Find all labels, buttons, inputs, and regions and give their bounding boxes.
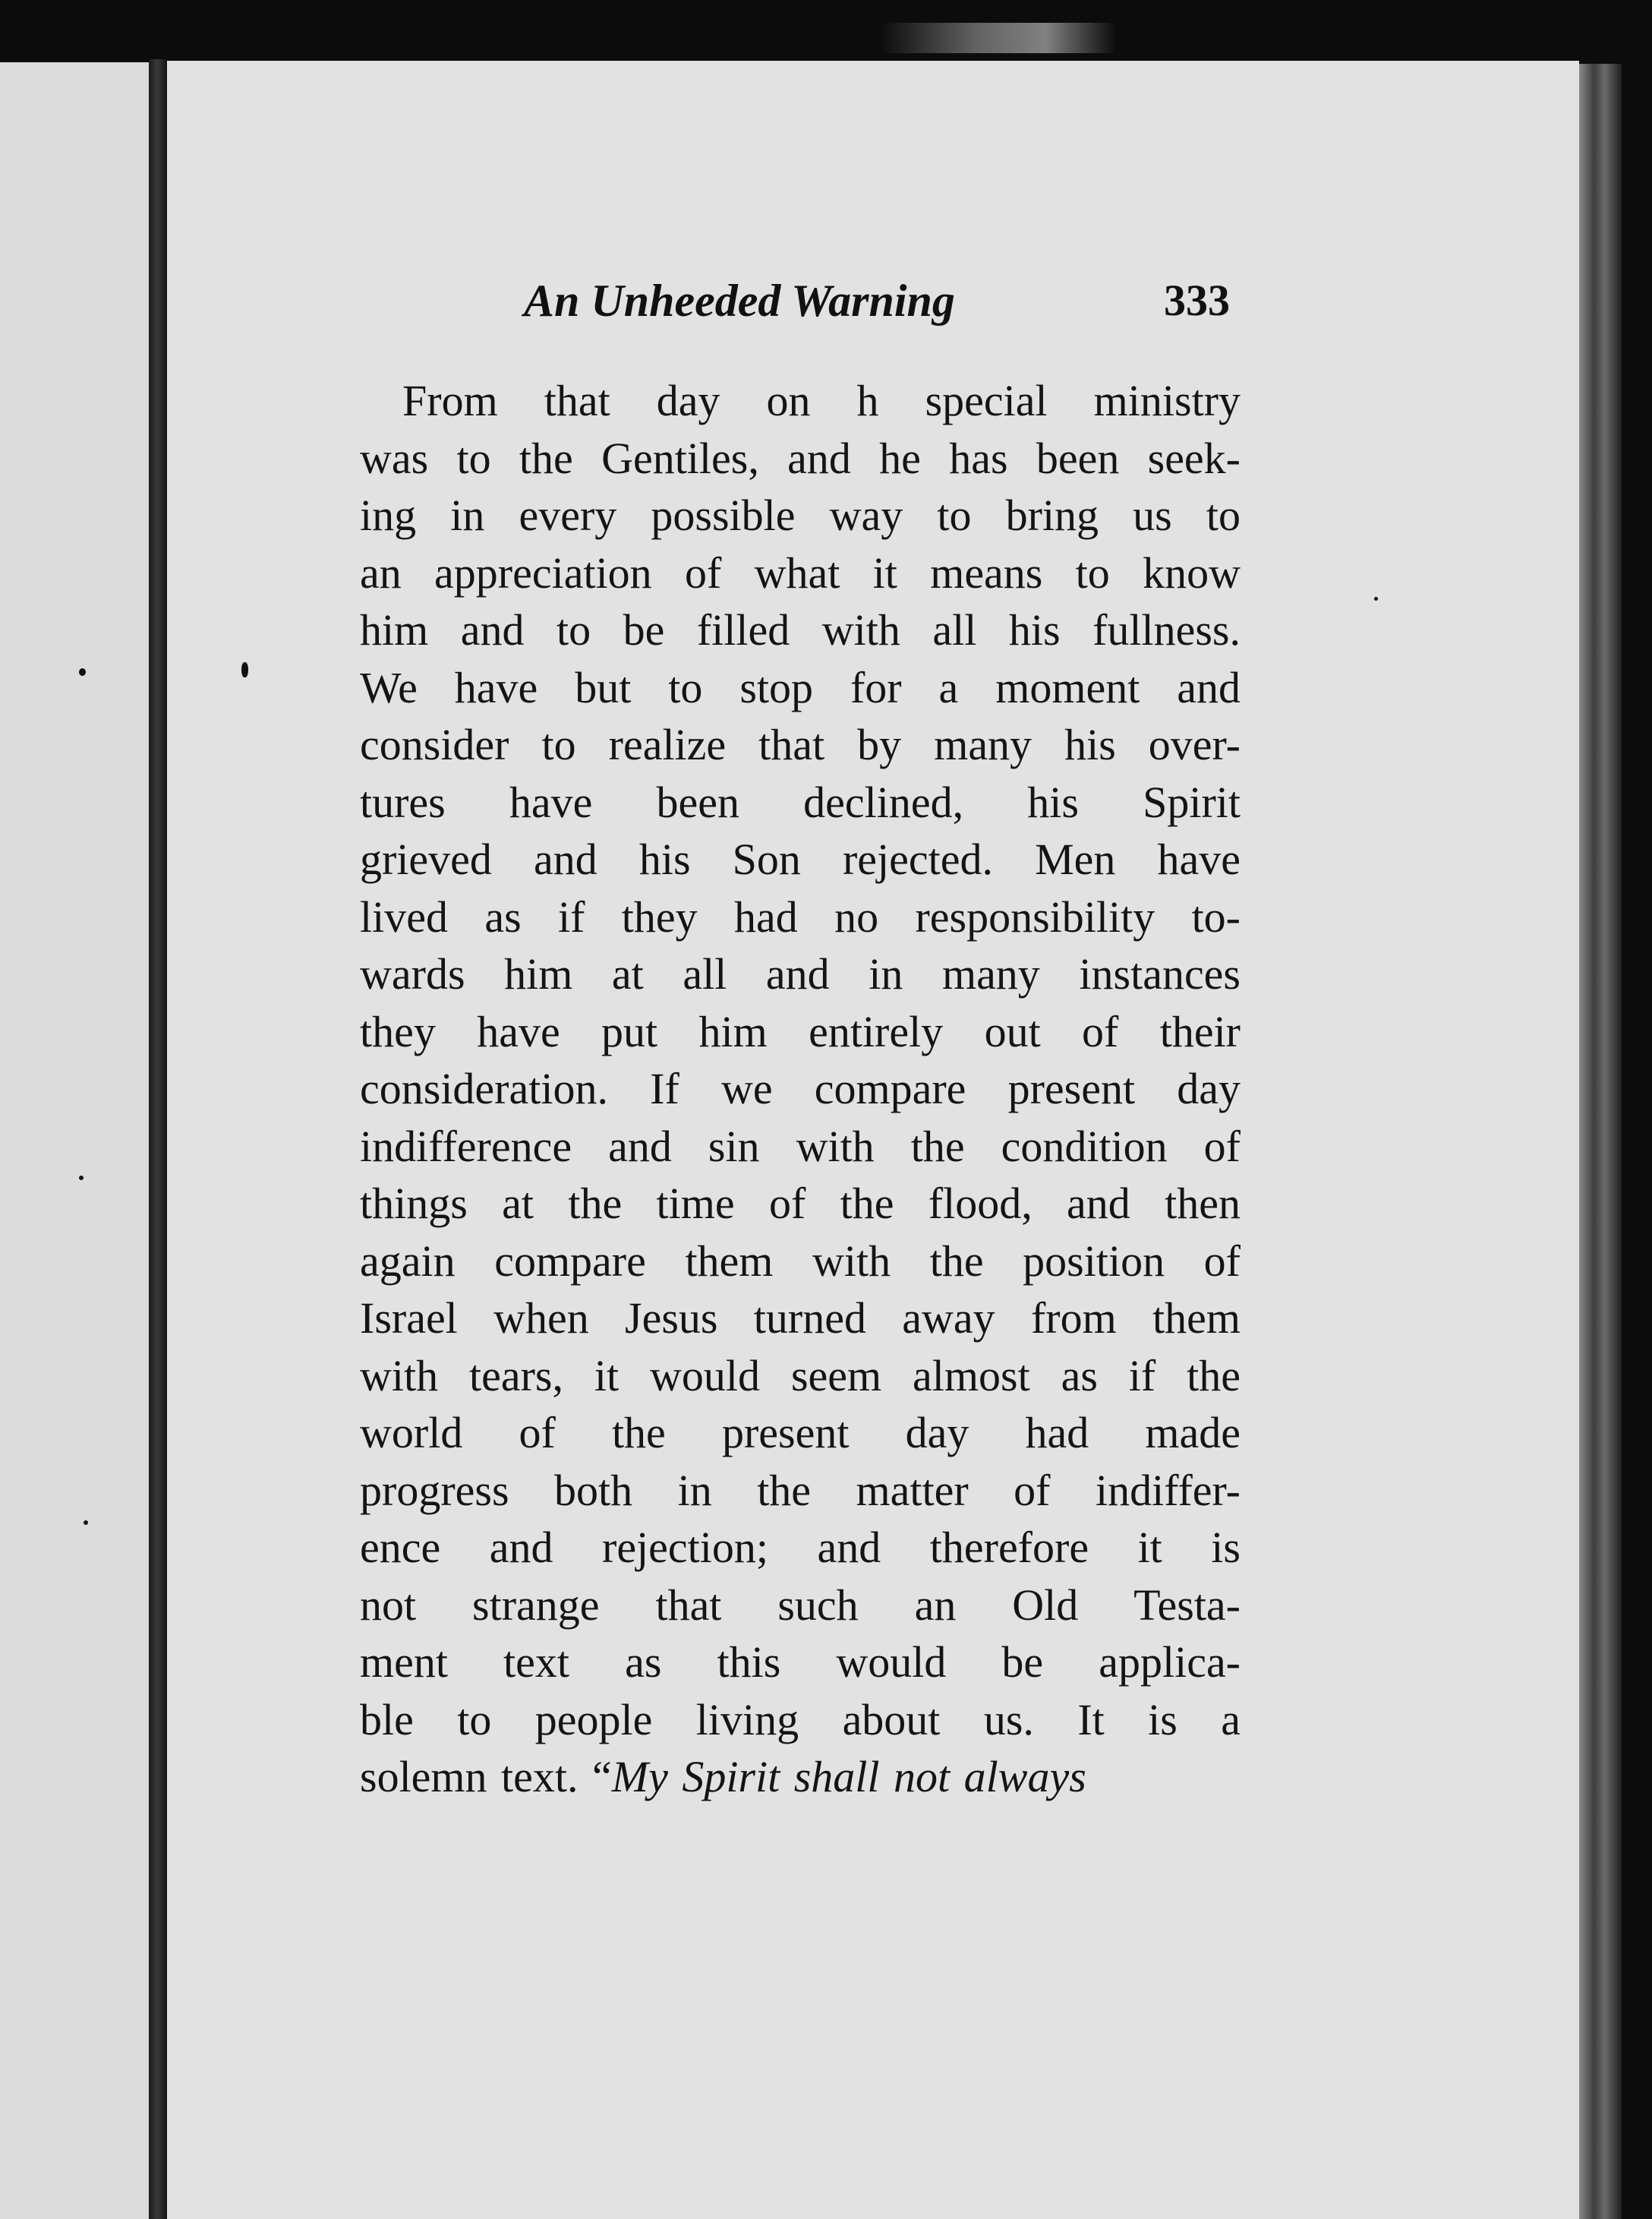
text-line: ing in every possible way to bring us to	[360, 491, 1241, 540]
book-gutter	[149, 59, 167, 2219]
text-line: tures have been declined, his Spirit	[360, 777, 1241, 827]
text-line: him and to be filled with all his fullness.	[360, 605, 1241, 655]
text-line: they have put him entirely out of their	[360, 1006, 1241, 1056]
text-line: Israel when Jesus turned away from them	[360, 1293, 1241, 1343]
text-line: world of the present day had made	[360, 1408, 1241, 1457]
scan-edge-artifact	[881, 23, 1116, 53]
text-line: indifference and sin with the condition of	[360, 1121, 1241, 1171]
page-fore-edge	[1579, 64, 1622, 2219]
text-line-last	[360, 1748, 1241, 1806]
text-line: consider to realize that by many his over-	[360, 720, 1241, 769]
scan-speck	[241, 662, 248, 677]
text-line: ence and rejection; and therefore it is	[360, 1523, 1241, 1572]
text-line: was to the Gentiles, and he has been seek-	[360, 433, 1241, 483]
running-head	[524, 275, 1253, 336]
text-line: not strange that such an Old Testa-	[360, 1580, 1241, 1630]
text-line: wards him at all and in many instances	[360, 949, 1241, 999]
scan-speck	[84, 1520, 88, 1525]
text-line: From that day on h special ministry	[402, 376, 1241, 425]
text-line: ble to people living about us. It is a	[360, 1694, 1241, 1744]
page-number: 333	[1164, 276, 1230, 325]
text-line: with tears, it would seem almost as if the	[360, 1350, 1241, 1400]
body-text	[360, 372, 1241, 1806]
text-line: progress both in the matter of indiffer-	[360, 1465, 1241, 1515]
running-title: An Unheeded Warning	[524, 276, 955, 326]
text-line-roman: solemn text. “	[360, 1752, 612, 1801]
text-line: things at the time of the flood, and then	[360, 1179, 1241, 1228]
scan-speck	[1374, 597, 1378, 601]
text-line: consideration. If we compare present day	[360, 1064, 1241, 1113]
text-line: lived as if they had no responsibility to-	[360, 892, 1241, 942]
text-line: grieved and his Son rejected. Men have	[360, 835, 1241, 884]
text-line: We have but to stop for a moment and	[360, 662, 1241, 712]
scan-speck	[79, 668, 86, 676]
text-line: ment text as this would be applica-	[360, 1637, 1241, 1687]
text-line: an appreciation of what it means to know	[360, 548, 1241, 598]
text-line: again compare them with the position of	[360, 1236, 1241, 1286]
scan-speck	[79, 1176, 84, 1180]
facing-page-edge	[0, 62, 149, 2219]
quoted-italic-text: My Spirit shall not always	[611, 1752, 1086, 1801]
